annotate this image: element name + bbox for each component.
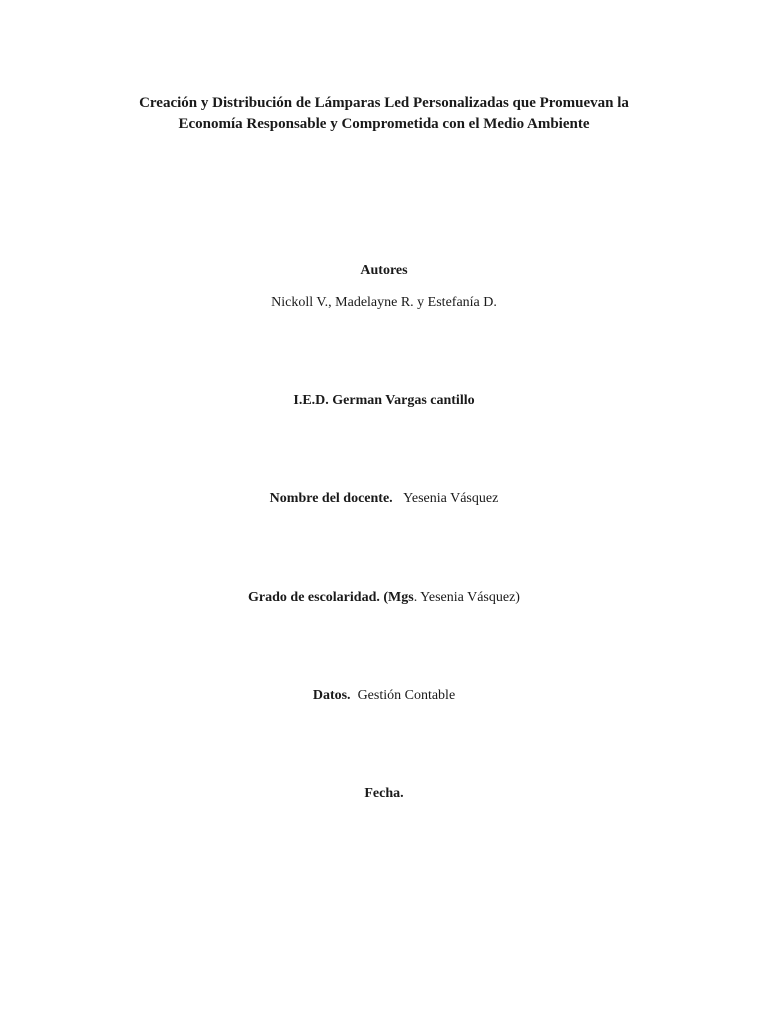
grade-row — [0, 588, 768, 608]
data-label: Datos. — [312, 688, 351, 703]
document-title-line-2: Economía Responsable y Comprometida con el Medio Ambiente — [178, 116, 590, 132]
institution-name: I.E.D. German Vargas cantillo — [293, 393, 475, 408]
teacher-row — [0, 489, 768, 509]
data-row — [0, 686, 768, 706]
teacher-value: Yesenia Vásquez — [403, 491, 499, 506]
grade-value: . Yesenia Vásquez) — [413, 590, 520, 605]
authors-names: Nickoll V., Madelayne R. y Estefanía D. — [271, 295, 497, 310]
grade-label: Grado de escolaridad. (Mgs — [248, 590, 414, 605]
document-title-line-1: Creación y Distribución de Lámparas Led Personalizadas que Promuevan la — [139, 95, 629, 111]
authors-heading: Autores — [360, 263, 408, 278]
data-value: Gestión Contable — [357, 688, 456, 703]
date-label: Fecha. — [364, 786, 404, 801]
teacher-label: Nombre del docente. — [269, 491, 393, 506]
